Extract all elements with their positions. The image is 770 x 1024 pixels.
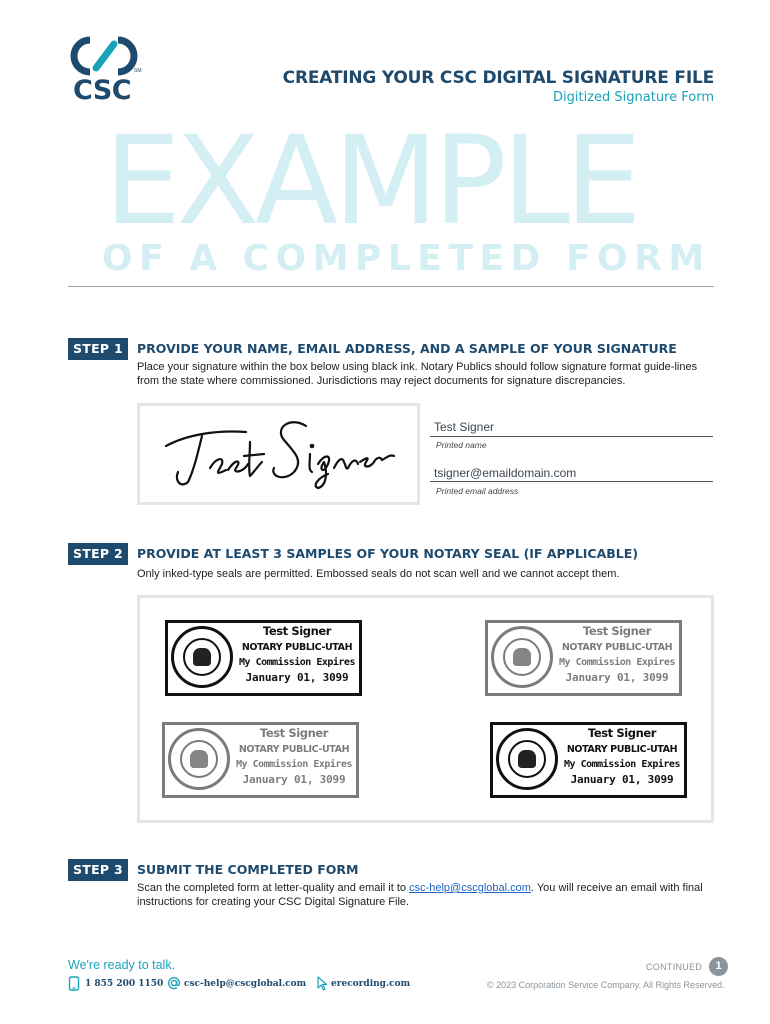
seal-title: NOTARY PUBLIC-UTAH — [238, 744, 350, 755]
footer-website[interactable]: erecording.com — [331, 979, 411, 989]
document-subtitle: Digitized Signature Form — [553, 90, 714, 105]
brand-name: CSC — [73, 75, 132, 106]
seal-name: Test Signer — [582, 624, 652, 638]
seal-title: NOTARY PUBLIC-UTAH — [241, 642, 353, 653]
footer-email[interactable]: csc-help@cscglobal.com — [184, 979, 307, 989]
notary-seal-box[interactable] — [137, 595, 714, 823]
watermark-completed-form: OF A COMPLETED FORM — [102, 238, 711, 279]
step-3-description — [137, 881, 707, 909]
document-title: CREATING YOUR CSC DIGITAL SIGNATURE FILE — [282, 68, 714, 88]
seal-emblem-icon — [168, 728, 230, 790]
notary-seal-sample — [485, 620, 682, 696]
notary-seal-sample — [490, 722, 687, 798]
seal-commission: My Commission Expires — [564, 759, 680, 770]
printed-email-line — [430, 481, 713, 482]
step-1-heading: PROVIDE YOUR NAME, EMAIL ADDRESS, AND A SAMPLE OF YOUR SIGNATURE — [137, 341, 677, 356]
step-1-badge: STEP 1 — [68, 338, 128, 360]
cursor-icon — [316, 976, 328, 991]
seal-emblem-icon — [171, 626, 233, 688]
step-2-badge: STEP 2 — [68, 543, 128, 565]
seal-date: January 01, 3099 — [565, 671, 669, 684]
copyright-notice: © 2023 Corporation Service Company. All Rights Reserved. — [487, 980, 725, 990]
step-3-text-before: Scan the completed form at letter-quality and email it to — [137, 882, 410, 894]
footer-tagline: We're ready to talk. — [68, 958, 176, 972]
seal-date: January 01, 3099 — [245, 671, 349, 684]
seal-date: January 01, 3099 — [242, 773, 346, 786]
printed-name-value[interactable]: Test Signer — [434, 420, 495, 434]
printed-name-label: Printed name — [436, 440, 487, 450]
step-1-description: Place your signature within the box below using black ink. Notary Publics should follow signature format guide-lines from the state where commissioned. Jurisdictions may reject documents for signature discrepancies. — [137, 361, 698, 387]
seal-commission: My Commission Expires — [236, 759, 352, 770]
seal-emblem-icon — [496, 728, 558, 790]
seal-commission: My Commission Expires — [559, 657, 675, 668]
seal-commission: My Commission Expires — [239, 657, 355, 668]
step-3-badge: STEP 3 — [68, 859, 128, 881]
email-icon — [167, 976, 181, 990]
footer-phone[interactable]: 1 855 200 1150 — [85, 979, 164, 989]
notary-seal-sample — [162, 722, 359, 798]
seal-name: Test Signer — [262, 624, 332, 638]
printed-email-label: Printed email address — [436, 486, 519, 496]
step-2-heading: PROVIDE AT LEAST 3 SAMPLES OF YOUR NOTARY SEAL (IF APPLICABLE) — [137, 546, 639, 561]
seal-name: Test Signer — [259, 726, 329, 740]
signature-box[interactable] — [137, 403, 420, 505]
step-2-description: Only inked-type seals are permitted. Embossed seals do not scan well and we cannot accept them. — [137, 568, 620, 580]
seal-name: Test Signer — [587, 726, 657, 740]
printed-name-line — [430, 436, 713, 437]
step-3-heading: SUBMIT THE COMPLETED FORM — [137, 862, 359, 877]
phone-icon — [68, 976, 80, 991]
continued-label: CONTINUED — [646, 962, 703, 972]
brand-mark: SM — [134, 68, 142, 74]
step-3-text-after: . You will receive an email with final instructions for creating your CSC Digital Signature File. — [137, 882, 703, 908]
signature-image — [158, 412, 398, 490]
seal-emblem-icon — [491, 626, 553, 688]
page-number: 1 — [709, 957, 728, 976]
seal-title: NOTARY PUBLIC-UTAH — [566, 744, 678, 755]
header-divider — [68, 286, 714, 287]
seal-title: NOTARY PUBLIC-UTAH — [561, 642, 673, 653]
printed-email-value[interactable]: tsigner@emaildomain.com — [434, 466, 577, 480]
notary-seal-sample — [165, 620, 362, 696]
seal-date: January 01, 3099 — [570, 773, 674, 786]
support-email-link[interactable]: csc-help@cscglobal.com — [409, 882, 531, 894]
watermark-example: EXAMPLE — [104, 110, 638, 252]
